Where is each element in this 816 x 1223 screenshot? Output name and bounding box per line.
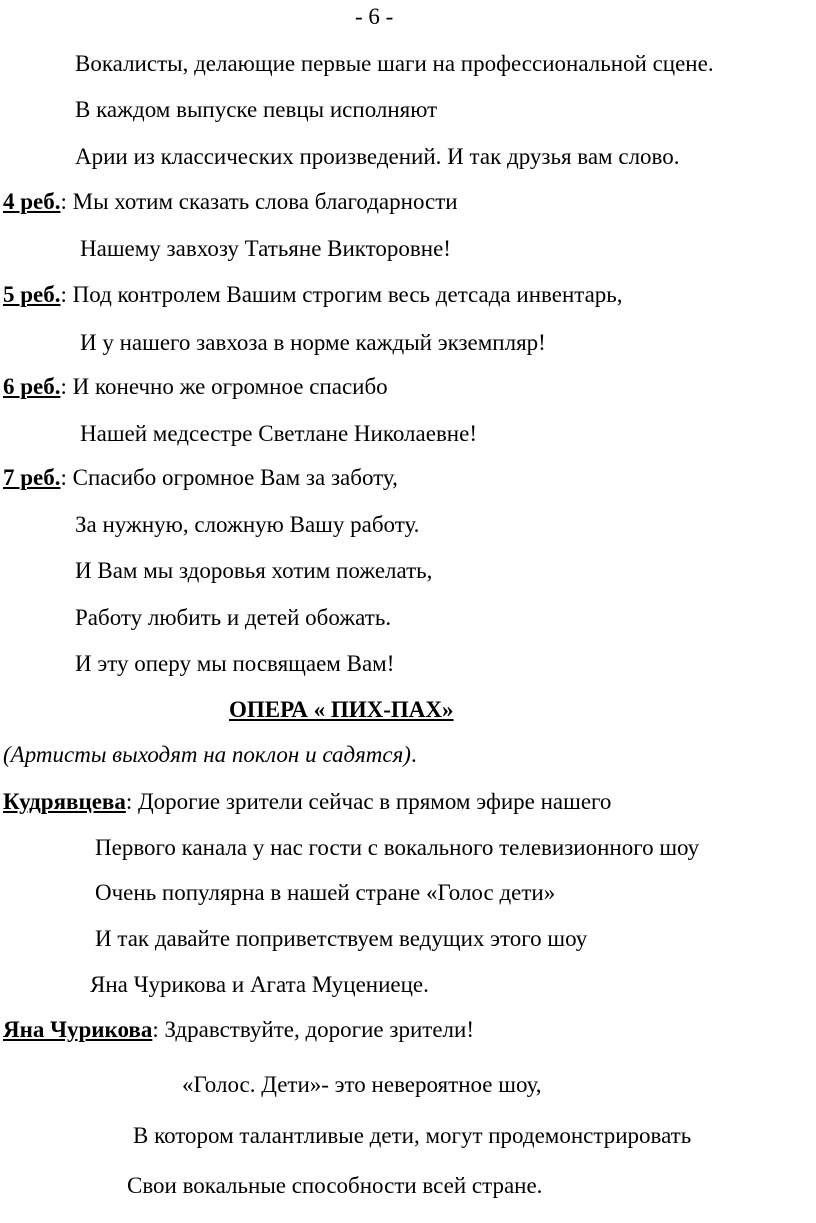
page-number: - 6 - xyxy=(355,4,394,29)
verse-line: : Дорогие зрители сейчас в прямом эфире нашего xyxy=(125,789,612,814)
opera-title: ОПЕРА « ПИХ-ПАХ» xyxy=(229,697,454,722)
intro-line-3: Арии из классических произведений. И так друзья вам слово. xyxy=(75,144,680,169)
verse-line: : Здравствуйте, дорогие зрители! xyxy=(152,1017,474,1042)
verse-line: Первого канала у нас гости с вокального телевизионного шоу xyxy=(95,835,700,860)
speaker-kudryavtseva: Кудрявцева xyxy=(3,789,126,814)
speaker-line-child-4 xyxy=(3,190,458,213)
speaker-child-7: 7 реб. xyxy=(3,465,61,490)
verse-line: : Спасибо огромное Вам за заботу, xyxy=(60,465,398,490)
verse-line: : И конечно же огромное спасибо xyxy=(60,374,388,399)
verse-line: : Под контролем Вашим строгим весь детсада инвентарь, xyxy=(60,282,623,307)
speaker-churikova: Яна Чурикова xyxy=(3,1017,153,1042)
speaker-line-child-5 xyxy=(3,283,623,306)
verse-line: В котором талантливые дети, могут продемонстрировать xyxy=(133,1123,692,1148)
verse-line: Нашей медсестре Светлане Николаевне! xyxy=(80,421,477,446)
intro-line-2: В каждом выпуске певцы исполняют xyxy=(75,97,438,122)
speaker-line-child-7 xyxy=(3,466,398,489)
verse-line: И Вам мы здоровья хотим пожелать, xyxy=(75,558,433,583)
verse-line: Яна Чурикова и Агата Муцениеце. xyxy=(90,972,429,997)
verse-line: И так давайте поприветствуем ведущих этого шоу xyxy=(95,926,588,951)
verse-line: Свои вокальные способности всей стране. xyxy=(127,1173,543,1198)
speaker-line-kudryavtseva xyxy=(3,790,611,813)
stage-direction xyxy=(3,743,417,766)
speaker-line-churikova xyxy=(3,1018,474,1041)
verse-line: Очень популярна в нашей стране «Голос дети» xyxy=(95,880,556,905)
speaker-child-4: 4 реб. xyxy=(3,189,61,214)
stage-direction-text: (Артисты выходят на поклон и садятся) xyxy=(3,742,411,767)
speaker-child-6: 6 реб. xyxy=(3,374,61,399)
verse-line: Работу любить и детей обожать. xyxy=(75,605,392,630)
verse-line: За нужную, сложную Вашу работу. xyxy=(75,512,420,537)
verse-line: И эту оперу мы посвящаем Вам! xyxy=(75,651,395,676)
verse-line: Нашему завхозу Татьяне Викторовне! xyxy=(80,236,451,261)
verse-line: И у нашего завхоза в норме каждый экземпляр! xyxy=(80,330,546,355)
stage-direction-period: . xyxy=(410,742,417,767)
speaker-child-5: 5 реб. xyxy=(3,282,61,307)
speaker-line-child-6 xyxy=(3,375,388,398)
intro-line-1: Вокалисты, делающие первые шаги на профессиональной сцене. xyxy=(75,51,714,76)
verse-line: «Голос. Дети»- это невероятное шоу, xyxy=(182,1072,542,1097)
verse-line: : Мы хотим сказать слова благодарности xyxy=(60,189,458,214)
